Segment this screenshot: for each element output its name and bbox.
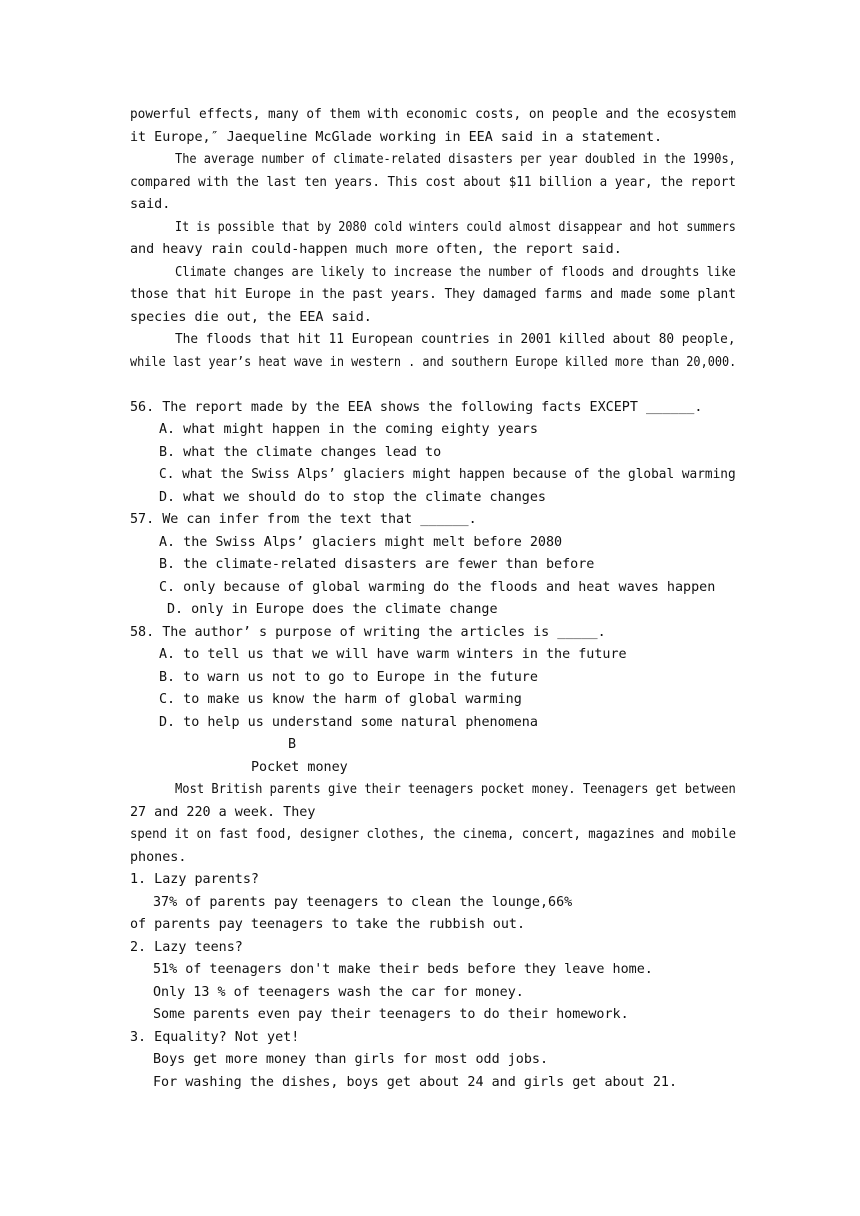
passage-line: 27 and 220 a week. They — [130, 804, 316, 820]
passage-line: The average number of climate-related disasters per year doubled in the 1990s, — [175, 152, 736, 167]
section-line: Only 13 % of teenagers wash the car for money. — [153, 984, 524, 1000]
question-57 — [130, 509, 736, 622]
section-heading: 2. Lazy teens? — [130, 939, 243, 955]
passage-line: spend it on fast food, designer clothes, the cinema, concert, magazines and mobile — [130, 827, 737, 842]
question-stem: 58. The author’ s purpose of writing the articles is _____. — [130, 624, 606, 640]
passage-a — [130, 104, 736, 374]
answer-option: B. to warn us not to go to Europe in the future — [159, 669, 538, 685]
section-heading: 1. Lazy parents? — [130, 872, 259, 887]
answer-option: B. the climate-related disasters are fewer than before — [159, 557, 595, 572]
passage-title: Pocket money — [251, 759, 348, 775]
passage-line: phones. — [130, 849, 187, 865]
section-line: 37% of parents pay teenagers to clean the lounge,66% — [153, 894, 573, 910]
passage-line: The floods that hit 11 European countries in 2001 killed about 80 people, — [175, 332, 736, 347]
question-56 — [130, 397, 736, 510]
section-line: 51% of teenagers don't make their beds before they leave home. — [153, 962, 653, 977]
passage-line: powerful effects, many of them with economic costs, on people and the ecosystem — [130, 107, 736, 122]
passage-b — [130, 734, 736, 1094]
answer-option: B. what the climate changes lead to — [159, 444, 442, 460]
section-line: Boys get more money than girls for most odd jobs. — [153, 1052, 549, 1067]
spacer — [130, 374, 736, 397]
answer-option: A. to tell us that we will have warm winters in the future — [159, 647, 627, 662]
question-58 — [130, 622, 736, 735]
document-page — [130, 104, 736, 1094]
answer-option: C. only because of global warming do the floods and heat waves happen — [159, 579, 716, 595]
passage-line: it Europe,″ Jaequeline McGlade working in EEA said in a statement. — [130, 129, 663, 145]
passage-line: said. — [130, 197, 171, 212]
section-heading: 3. Equality? Not yet! — [130, 1029, 300, 1045]
answer-option: C. to make us know the harm of global warming — [159, 692, 522, 707]
passage-line: species die out, the EEA said. — [130, 309, 372, 325]
passage-line: those that hit Europe in the past years. They damaged farms and made some plant — [130, 287, 736, 302]
passage-line: It is possible that by 2080 cold winters could almost disappear and hot summers — [175, 219, 736, 235]
section-line: Some parents even pay their teenagers to do their homework. — [153, 1007, 629, 1022]
answer-option: D. only in Europe does the climate change — [167, 602, 498, 617]
passage-line: while last year’s heat wave in western . and southern Europe killed more than 20,000. — [130, 354, 737, 370]
answer-option: C. what the Swiss Alps’ glaciers might happen because of the global warming — [159, 467, 736, 482]
passage-line: and heavy rain could-happen much more often, the report said. — [130, 242, 622, 257]
section-line: For washing the dishes, boys get about 24 and girls get about 21. — [153, 1074, 678, 1090]
passage-line: compared with the last ten years. This cost about $11 billion a year, the report — [130, 174, 736, 190]
answer-option: D. what we should do to stop the climate changes — [159, 489, 546, 505]
answer-option: D. to help us understand some natural phenomena — [159, 714, 538, 730]
question-stem: 57. We can infer from the text that ______. — [130, 512, 477, 527]
passage-line: Most British parents give their teenagers pocket money. Teenagers get between — [175, 782, 736, 797]
passage-line: Climate changes are likely to increase the number of floods and droughts like — [175, 264, 736, 280]
question-stem: 56. The report made by the EEA shows the following facts EXCEPT ______. — [130, 399, 703, 415]
section-letter: B — [288, 737, 297, 752]
section-line: of parents pay teenagers to take the rubbish out. — [130, 917, 526, 932]
answer-option: A. the Swiss Alps’ glaciers might melt before 2080 — [159, 534, 563, 550]
answer-option: A. what might happen in the coming eighty years — [159, 422, 538, 437]
